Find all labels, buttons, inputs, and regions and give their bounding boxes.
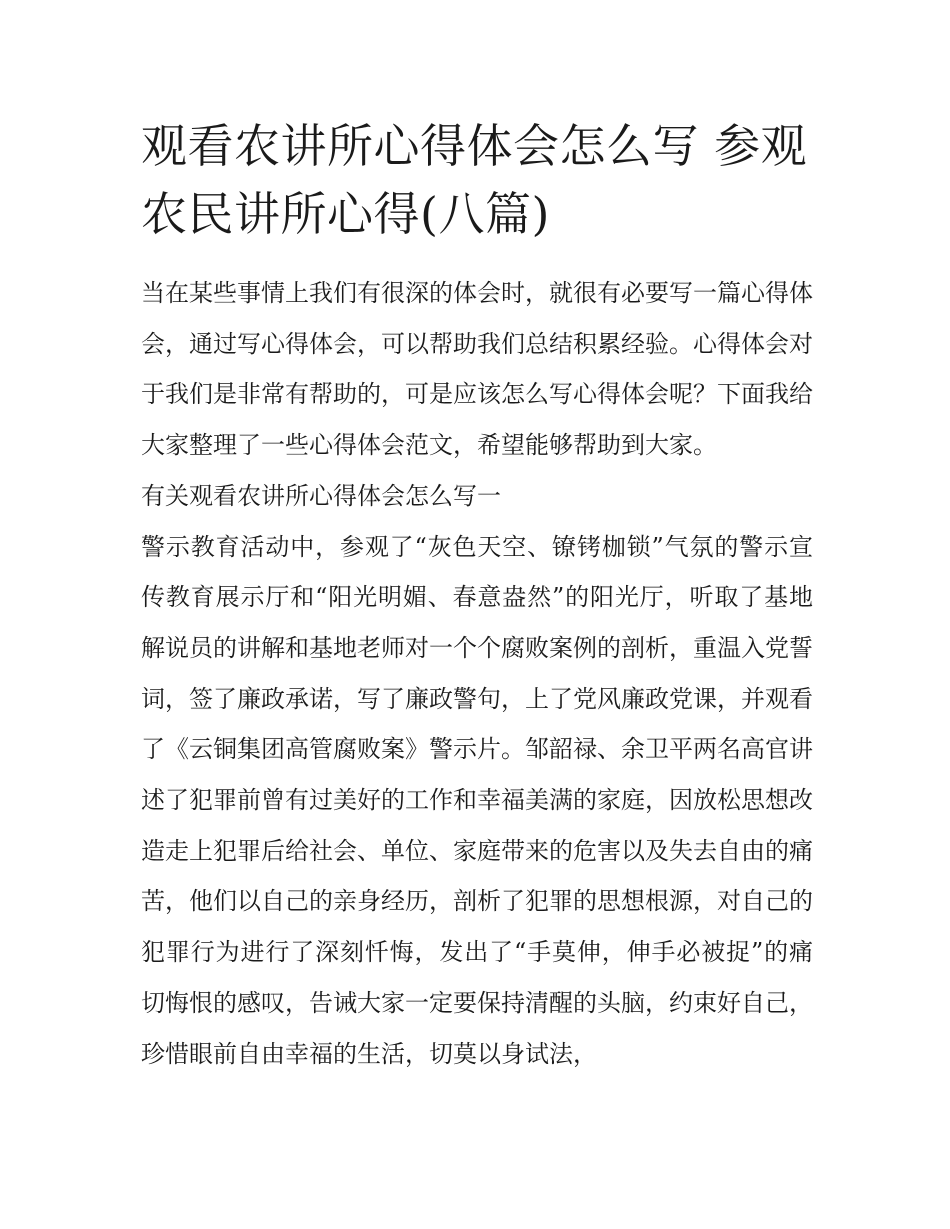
- document-title: 观看农讲所心得体会怎么写 参观农民讲所心得(八篇): [141, 119, 808, 241]
- section-paragraph: 警示教育活动中，参观了“灰色天空、镣铐枷锁”气氛的警示宣传教育展示厅和“阳光明媚、春意盎然”的阳光厅，听取了基地解说员的讲解和基地老师对一个个腐败案例的剖析，重温入党誓词，签了廉政承诺，写了廉政警句，上了党风廉政党课，并观看了《云铜集团高管腐败案》警示片。邹韶禄、余卫平两名高官讲述了犯罪前曾有过美好的工作和幸福美满的家庭，因放松思想改造走上犯罪后给社会、单位、家庭带来的危害以及失去自由的痛苦，他们以自己的亲身经历，剖析了犯罪的思想根源，对自己的犯罪行为进行了深刻忏悔，发出了“手莫伸，伸手必被捉”的痛切悔恨的感叹，告诫大家一定要保持清醒的头脑，约束好自己，珍惜眼前自由幸福的生活，切莫以身试法，: [141, 532, 813, 1068]
- intro-paragraph: 当在某些事情上我们有很深的体会时，就很有必要写一篇心得体会，通过写心得体会，可以帮助我们总结积累经验。心得体会对于我们是非常有帮助的，可是应该怎么写心得体会呢？下面我给大家整理了一些心得体会范文，希望能够帮助到大家。: [141, 279, 813, 460]
- document-page: [141, 112, 813, 1079]
- section-heading: 有关观看农讲所心得体会怎么写一: [141, 481, 501, 510]
